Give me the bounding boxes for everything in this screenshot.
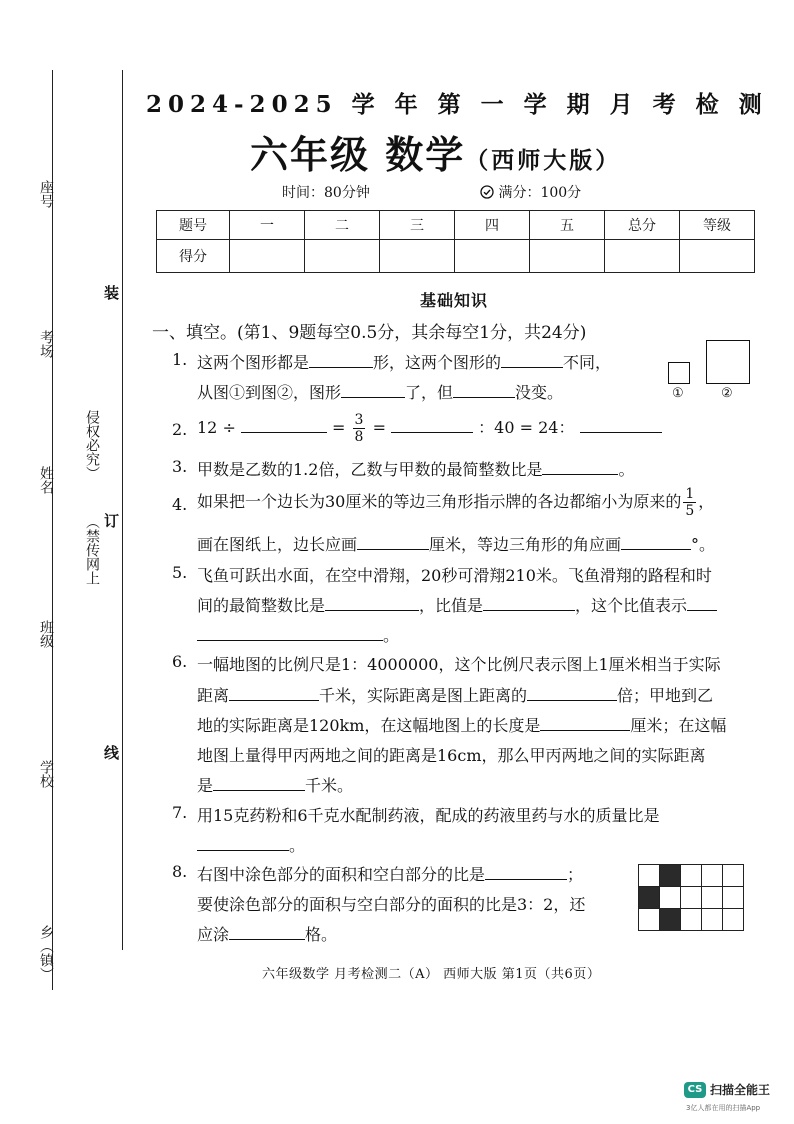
- answer-blank[interactable]: [341, 383, 405, 398]
- q8-text: 右图中涂色部分的面积和空白部分的比是: [197, 865, 486, 884]
- answer-blank[interactable]: [229, 925, 305, 940]
- section-title: 基础知识: [420, 291, 489, 310]
- q8-line2: 要使涂色部分的面积与空白部分的面积的比是3：2，还: [197, 895, 586, 914]
- answer-blank[interactable]: [197, 626, 383, 641]
- q6-text: 千米，实际距离是图上距离的: [319, 686, 528, 705]
- figure-1-label: ①: [672, 386, 684, 401]
- q1-line1: [197, 350, 611, 373]
- grid-cell-blank: [681, 909, 702, 931]
- q8-text: 应涂: [197, 925, 230, 944]
- score-header-row: [157, 211, 755, 240]
- answer-blank[interactable]: [309, 353, 373, 368]
- q3-text: 。: [618, 460, 635, 479]
- exam-room-label: 考场: [38, 330, 54, 358]
- figure-small-square: [668, 362, 690, 384]
- grid-cell-blank: [723, 865, 744, 887]
- q3-line: [197, 457, 634, 480]
- q4-line1: [197, 486, 714, 519]
- q6-line3: [197, 713, 726, 736]
- q1-text: 没变。: [515, 383, 564, 402]
- q5-line1: 飞鱼可跃出水面，在空中滑翔，20秒可滑翔210米。飞鱼滑翔的路程和时: [197, 566, 712, 585]
- q4-line2: [197, 532, 715, 555]
- binding-line-right: [122, 70, 123, 950]
- grid-cell-blank: [639, 909, 660, 931]
- answer-blank[interactable]: [580, 418, 662, 433]
- score-cell[interactable]: [305, 240, 380, 273]
- answer-blank[interactable]: [229, 686, 319, 701]
- grid-cell-shaded: [660, 865, 681, 887]
- answer-blank[interactable]: [501, 353, 563, 368]
- answer-blank[interactable]: [357, 535, 429, 550]
- score-cell[interactable]: [455, 240, 530, 273]
- seat-label: 座号: [38, 180, 54, 208]
- q6-line4: 地图上量得甲丙两地之间的距离是16cm，那么甲丙两地之间的实际距离: [197, 746, 706, 765]
- q1-line2: [197, 380, 563, 403]
- grid-cell-blank: [702, 865, 723, 887]
- grid-cell-blank: [723, 887, 744, 909]
- fraction-1-5: [683, 486, 696, 519]
- watermark-name: 扫描全能王: [710, 1083, 771, 1097]
- q8-shaded-grid: [638, 864, 744, 931]
- score-cell[interactable]: [230, 240, 305, 273]
- q5-number: 5.: [172, 563, 188, 582]
- q2-text: ：40 = 24：: [478, 418, 575, 437]
- grid-cell-blank: [639, 865, 660, 887]
- score-header-cell: 二: [305, 211, 380, 240]
- q4-text: 画在图纸上，边长应画: [197, 535, 358, 554]
- exam-title: 2024-2025 学 年 第 一 学 期 月 考 检 测: [146, 91, 768, 118]
- copyright-notice: 侵权必究）: [84, 410, 100, 480]
- fraction-numerator: 1: [685, 486, 695, 502]
- answer-blank[interactable]: [687, 596, 717, 611]
- grid-cell-blank: [702, 887, 723, 909]
- q6-line2: [197, 683, 713, 706]
- q8-text: 格。: [305, 925, 338, 944]
- answer-blank[interactable]: [527, 686, 617, 701]
- grid-cell-blank: [660, 887, 681, 909]
- part1-title: 一、填空。(第1、9题每空0.5分，其余每空1分，共24分): [152, 323, 587, 343]
- q1-text: 形，这两个图形的: [373, 353, 502, 372]
- grid-cell-shaded: [660, 909, 681, 931]
- q6-number: 6.: [172, 652, 188, 671]
- score-header-cell: 四: [455, 211, 530, 240]
- binding-ding: 订: [104, 512, 120, 530]
- answer-blank[interactable]: [241, 418, 327, 433]
- q4-number: 4.: [172, 495, 188, 514]
- watermark-subtitle: 3亿人都在用的扫描App: [686, 1104, 761, 1112]
- score-row: [157, 240, 755, 273]
- q1-text: 从图①到图②，图形: [197, 383, 342, 402]
- score-cell[interactable]: [680, 240, 755, 273]
- exam-time: 时间：80分钟: [282, 185, 370, 201]
- q4-text: 如果把一个边长为30厘米的等边三角形指示牌的各边都缩小为原来的: [197, 492, 682, 511]
- q1-text: 不同，: [563, 353, 612, 372]
- answer-blank[interactable]: [483, 596, 575, 611]
- name-label: 姓名: [38, 466, 54, 494]
- q7-line2: [197, 833, 305, 856]
- q4-text: ，: [698, 492, 715, 511]
- q6-text: 地的实际距离是120km，在这幅地图上的长度是: [197, 716, 541, 735]
- q6-text: 是: [197, 776, 214, 795]
- school-label: 学校: [38, 760, 54, 788]
- grid-row: [639, 865, 744, 887]
- figure-2-label: ②: [721, 386, 733, 401]
- q2-text: =: [372, 418, 386, 437]
- answer-blank[interactable]: [621, 535, 691, 550]
- edition: （西师大版）: [465, 147, 622, 174]
- q1-text: 了，但: [405, 383, 454, 402]
- subject-name: 六年级 数学: [250, 132, 466, 177]
- score-header-cell: 一: [230, 211, 305, 240]
- binding-zhuang: 装: [104, 284, 120, 302]
- answer-blank[interactable]: [485, 865, 567, 880]
- score-cell[interactable]: [605, 240, 680, 273]
- binding-line-left: [52, 70, 53, 990]
- answer-blank[interactable]: [391, 418, 473, 433]
- q6-text: 千米。: [305, 776, 354, 795]
- town-label: 乡（镇）: [38, 925, 54, 981]
- answer-blank[interactable]: [197, 836, 289, 851]
- fraction-denominator: 8: [354, 429, 364, 445]
- grid-cell-blank: [723, 909, 744, 931]
- fraction-numerator: 3: [354, 412, 364, 428]
- q5-text: ，这个比值表示: [575, 596, 688, 615]
- grid-row: [639, 909, 744, 931]
- q6-text: 厘米；在这幅: [630, 716, 727, 735]
- camscanner-logo-icon: CS: [684, 1082, 706, 1098]
- score-header-cell: 等级: [680, 211, 755, 240]
- fraction-denominator: 5: [685, 503, 695, 519]
- q2-line: [197, 412, 662, 445]
- no-upload-notice: （禁传网上: [84, 515, 100, 585]
- q8-text: ；: [567, 865, 584, 884]
- score-table: [156, 210, 755, 273]
- score-header-cell: 总分: [605, 211, 680, 240]
- grid-row: [639, 887, 744, 909]
- subject-title: [250, 124, 621, 179]
- answer-blank[interactable]: [325, 596, 419, 611]
- full-marks-text: 满分：100分: [498, 185, 582, 201]
- q7-number: 7.: [172, 803, 188, 822]
- check-circle-icon: [480, 185, 494, 199]
- q1-text: 这两个图形都是: [197, 353, 310, 372]
- answer-blank[interactable]: [540, 716, 630, 731]
- grid-cell-blank: [702, 909, 723, 931]
- q5-line2: [197, 593, 717, 616]
- answer-blank[interactable]: [542, 460, 618, 475]
- grid-cell-blank: [681, 887, 702, 909]
- answer-blank[interactable]: [213, 776, 305, 791]
- figure-large-square: [706, 340, 750, 384]
- q6-text: 距离: [197, 686, 230, 705]
- class-label: 班级: [38, 620, 54, 648]
- page-footer: 六年级数学 月考检测二（A） 西师大版 第1页（共6页）: [262, 967, 601, 982]
- score-header-cell: 三: [380, 211, 455, 240]
- score-cell[interactable]: [530, 240, 605, 273]
- answer-blank[interactable]: [453, 383, 515, 398]
- q5-text: ，比值是: [419, 596, 484, 615]
- binding-xian: 线: [104, 744, 120, 762]
- q5-text: 。: [383, 626, 400, 645]
- q2-text: 12 ÷: [197, 418, 236, 437]
- q8-line3: [197, 922, 337, 945]
- score-header-cell: 五: [530, 211, 605, 240]
- q6-line1: 一幅地图的比例尺是1：4000000，这个比例尺表示图上1厘米相当于实际: [197, 655, 721, 674]
- q4-text: °。: [691, 535, 716, 554]
- q1-number: 1.: [172, 350, 188, 369]
- full-marks: [480, 182, 581, 202]
- q5-text: 间的最简整数比是: [197, 596, 326, 615]
- q2-text: =: [332, 418, 346, 437]
- fraction-3-8: [353, 412, 366, 445]
- q3-number: 3.: [172, 457, 188, 476]
- q6-line5: [197, 773, 353, 796]
- score-header-cell: 题号: [157, 211, 230, 240]
- q7-line1: 用15克药粉和6千克水配制药液，配成的药液里药与水的质量比是: [197, 806, 660, 825]
- grid-cell-shaded: [639, 887, 660, 909]
- q3-text: 甲数是乙数的1.2倍，乙数与甲数的最简整数比是: [197, 460, 543, 479]
- q4-text: 厘米，等边三角形的角应画: [429, 535, 622, 554]
- score-row-label: 得分: [157, 240, 230, 273]
- q8-line1: [197, 862, 583, 885]
- q2-number: 2.: [172, 420, 188, 439]
- q8-number: 8.: [172, 862, 188, 881]
- q5-line3: [197, 623, 399, 646]
- q7-text: 。: [289, 836, 306, 855]
- score-cell[interactable]: [380, 240, 455, 273]
- q6-text: 倍；甲地到乙: [617, 686, 714, 705]
- grid-cell-blank: [681, 865, 702, 887]
